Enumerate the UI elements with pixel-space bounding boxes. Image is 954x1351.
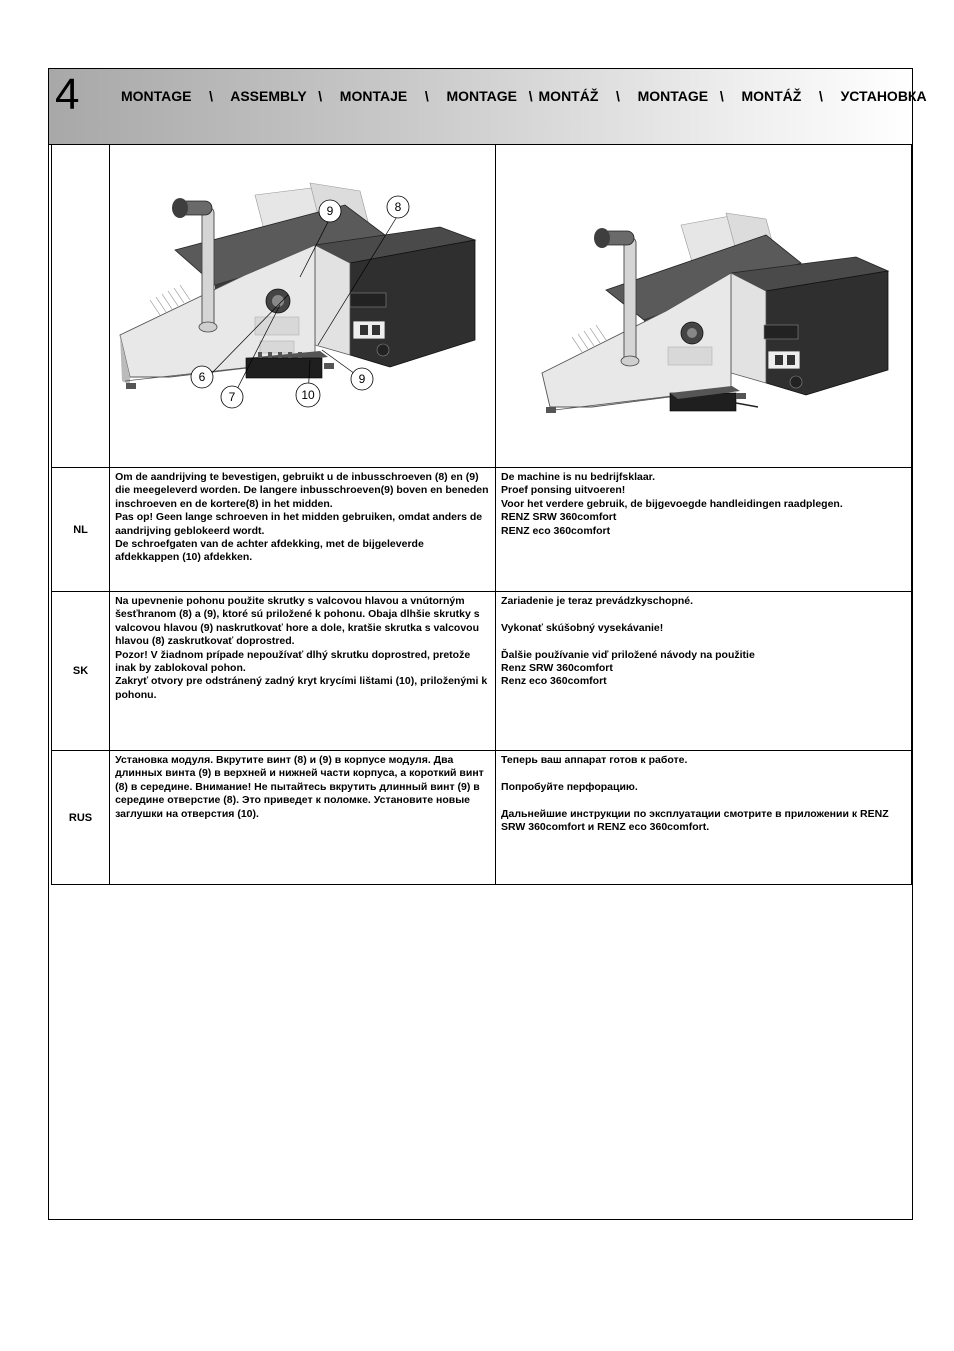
rus-right-text <box>496 751 912 885</box>
nl-left-para-1: Om de aandrijving te bevestigen, gebruikt u de inbusschroeven (8) en (9) die meegeleverd worden. De langere inbusschroeven(9) boven en beneden inschroeven en de kortere(8) in het midden. <box>115 471 489 510</box>
sk-right-line-4: Renz SRW 360comfort <box>501 662 613 674</box>
figure-before-cell <box>110 145 496 468</box>
section-number: 4 <box>55 70 80 119</box>
machine-drawing-callouts <box>110 145 494 466</box>
nl-left-para-3: De schroefgaten van de achter afdekking, met de bijgeleverde afdekkappen (10) afdekken. <box>115 538 424 564</box>
instruction-table <box>51 144 912 885</box>
rus-left-text <box>110 751 496 885</box>
nl-right-line-2: Proef ponsing uitvoeren! <box>501 484 626 497</box>
lang-label-rus: RUS <box>52 751 110 885</box>
nl-right-line-3: Voor het verdere gebruik, de bijgevoegde handleidingen raadplegen. <box>501 497 843 510</box>
nl-right-line-1: De machine is nu bedrijfsklaar. <box>501 471 656 483</box>
sk-right-text <box>496 592 912 751</box>
empty-lang-cell <box>52 145 110 468</box>
page-frame <box>48 68 927 1220</box>
rus-right-line-1: Теперь ваш аппарат готов к работе. <box>501 754 688 766</box>
sk-right-line-5: Renz eco 360comfort <box>501 675 607 688</box>
rus-right-line-3: Дальнейшие инструкции по эксплуатации смотрите в приложении к RENZ SRW 360comfort и RENZ eco 360comfort. <box>501 807 889 833</box>
sk-left-para-1: Na upevnenie pohonu použite skrutky s valcovou hlavou a vnútorným šesťhranom (8) a (9), ktoré sú priložené k pohonu. Obaja dlhšie skrutky s valcovou hlavou (9) naskrutkovať hore a dole, kratšie skrutka s valcovou hlavou (8) zaskrutkovať doprostred. <box>115 595 480 648</box>
rus-right-line-2: Попробуйте перфорацию. <box>501 780 638 793</box>
nl-right-text <box>496 468 912 592</box>
sk-right-line-1: Zariadenie je teraz prevádzkyschopné. <box>501 595 694 607</box>
sk-left-text <box>110 592 496 751</box>
section-header <box>49 69 927 145</box>
nl-left-para-2: Pas op! Geen lange schroeven in het midden gebruiken, omdat anders de aandrijving geblokeerd wordt. <box>115 511 483 537</box>
sk-left-para-3: Zakryť otvory pre odstránený zadný kryt krycími lištami (10), priloženými k pohonu. <box>115 675 488 701</box>
sk-right-line-2: Vykonať skúšobný vysekávanie! <box>501 621 664 634</box>
nl-left-text <box>110 468 496 592</box>
callout-9-bottom: 9 <box>358 372 366 386</box>
lang-label-nl: NL <box>52 468 110 592</box>
callout-9-top: 9 <box>326 204 334 218</box>
nl-right-line-4: RENZ SRW 360comfort <box>501 511 617 524</box>
callout-6: 6 <box>198 370 206 384</box>
sk-right-line-3: Ďalšie používanie viď priložené návody na použitie <box>501 648 755 661</box>
lang-label-sk: SK <box>52 592 110 751</box>
callout-10: 10 <box>301 388 315 402</box>
callout-8: 8 <box>394 200 402 214</box>
figure-after-cell <box>496 145 912 468</box>
section-title: MONTAGE \ ASSEMBLY \ MONTAJE \ MONTAGE \ MONTÁŽ \ MONTAGE \ MONTÁŽ \ УСТАНОВКА <box>121 88 927 104</box>
sk-left-para-2: Pozor! V žiadnom prípade nepoužívať dlhý skrutku doprostred, pretože inak by zablokoval pohon. <box>115 648 471 675</box>
machine-drawing-assembled <box>496 145 910 466</box>
rus-left-para-1: Установка модуля. Вкрутите винт (8) и (9) в корпусе модуля. Два длинных винта (9) в верхней и нижней части корпуса, а короткий винт (8) в середине. Внимание! Не пытайтесь вкрутить длинный винт (9) в середине отверстие (8). Это приведет к поломке. Установите новые заглушки на отверстия (10). <box>115 754 484 820</box>
nl-right-line-5: RENZ eco 360comfort <box>501 524 611 537</box>
callout-7: 7 <box>228 390 236 404</box>
